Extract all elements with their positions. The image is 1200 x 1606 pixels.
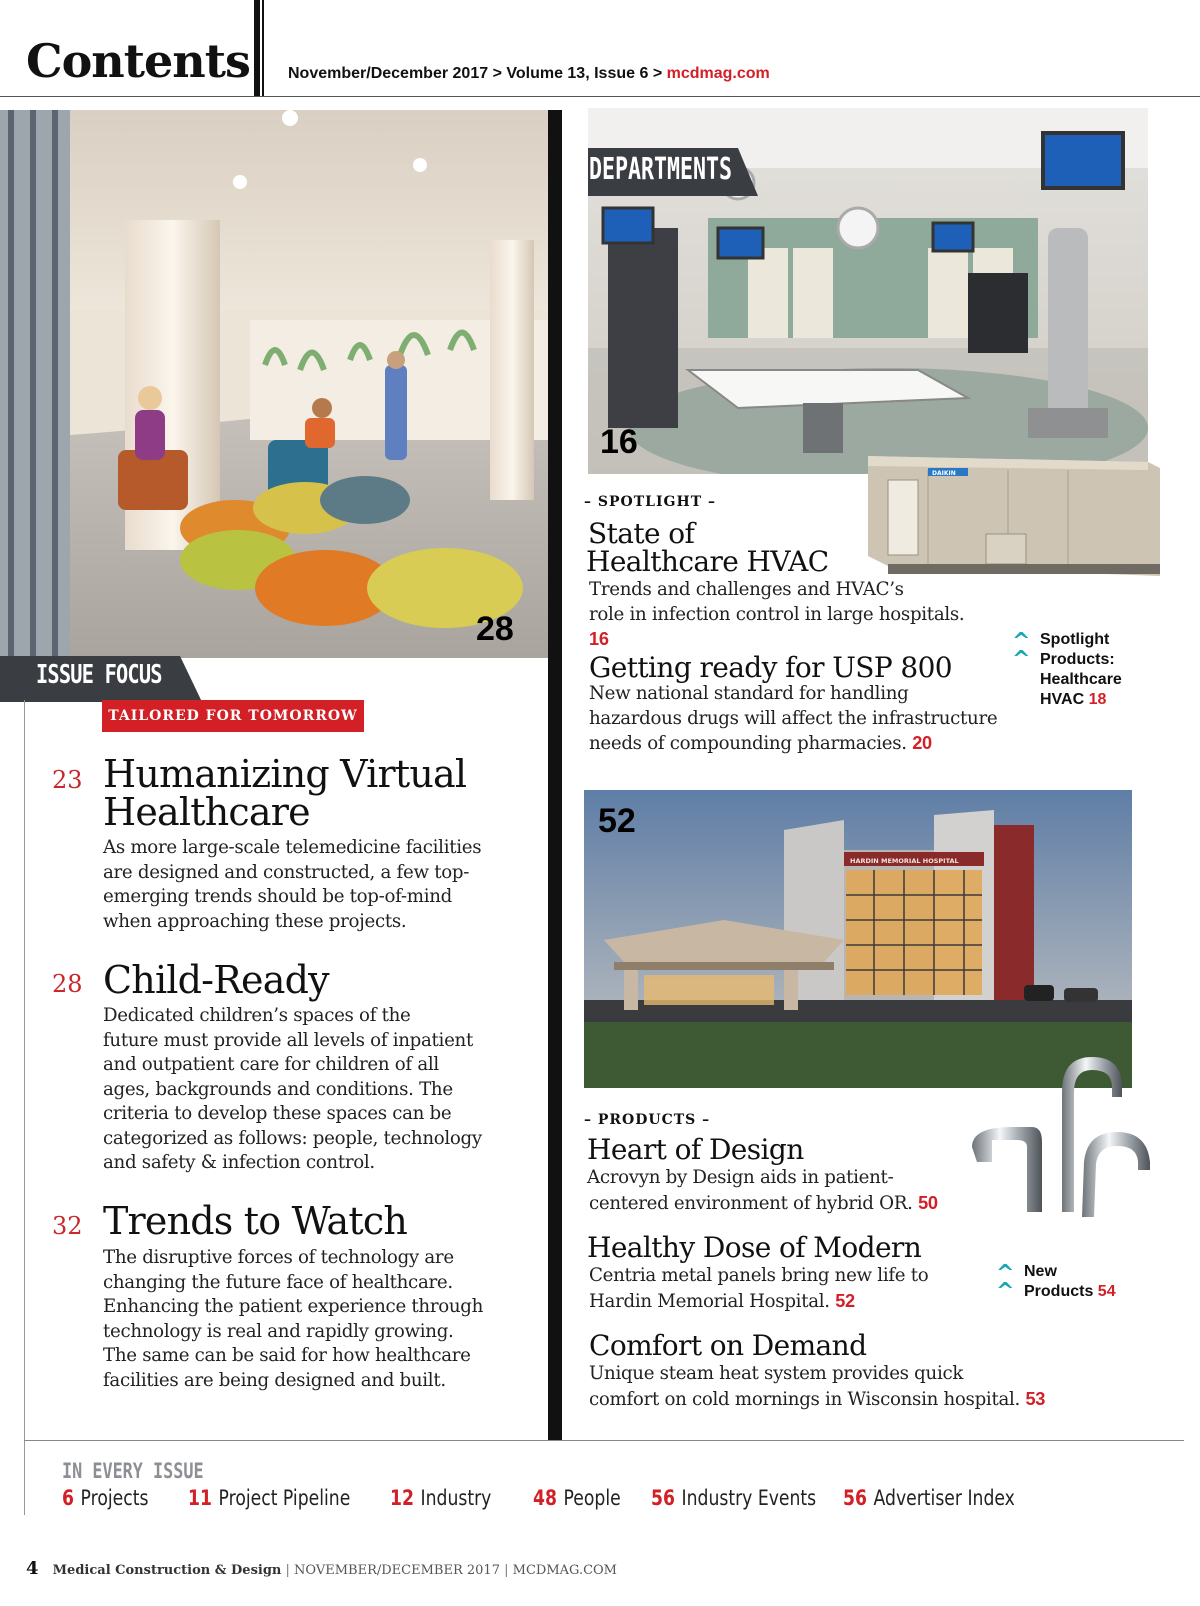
- departments-label: DEPARTMENTS: [589, 152, 733, 187]
- issue-focus-label: ISSUE FOCUS: [36, 660, 162, 690]
- desc-line: centered environment of hybrid OR.: [589, 1192, 913, 1214]
- page-title: Contents: [26, 34, 250, 88]
- chevron-up-icon: ^: [1012, 629, 1031, 654]
- every-issue-item-projects[interactable]: [62, 1486, 148, 1510]
- product-page-number: 52: [598, 802, 636, 840]
- desc-line: Hardin Memorial Hospital.: [589, 1290, 830, 1312]
- feature-title[interactable]: [103, 752, 467, 834]
- magazine-name: Medical Construction & Design: [52, 1563, 282, 1578]
- item-name: Industry Events: [681, 1486, 817, 1510]
- item-name: Industry: [420, 1486, 492, 1510]
- desc-line: Acrovyn by Design aids in patient-: [587, 1167, 894, 1188]
- footer-separator: |: [504, 1563, 509, 1578]
- products-kicker: – PRODUCTS –: [584, 1112, 711, 1128]
- department-title[interactable]: [586, 517, 829, 578]
- footer-date: NOVEMBER/DECEMBER 2017: [294, 1563, 500, 1578]
- desc-line: As more large-scale telemedicine facilities: [103, 837, 482, 858]
- department-description: [589, 578, 989, 653]
- item-name: Projects: [80, 1486, 149, 1510]
- desc-line: Dedicated children’s spaces of the: [103, 1005, 411, 1026]
- feature-title[interactable]: Child-Ready: [103, 958, 329, 1002]
- every-issue-item-project-pipeline[interactable]: [188, 1486, 350, 1510]
- page-ref: 12: [390, 1486, 414, 1510]
- desc-line: comfort on cold mornings in Wisconsin hospital.: [589, 1388, 1020, 1410]
- feature-page-number: 32: [52, 1212, 83, 1240]
- title-line: State of: [588, 517, 695, 550]
- desc-line: The disruptive forces of technology are: [103, 1247, 454, 1268]
- spotlight-kicker: – SPOTLIGHT –: [584, 494, 716, 510]
- feature-description: [103, 836, 493, 934]
- item-name: Project Pipeline: [218, 1486, 351, 1510]
- desc-line: facilities are being designed and built.: [103, 1369, 446, 1391]
- every-issue-label: IN EVERY ISSUE: [62, 1459, 204, 1483]
- header-divider-thick: [254, 0, 260, 96]
- desc-line: are designed and constructed, a few top-: [103, 861, 470, 883]
- faucets-photo: [972, 1052, 1172, 1232]
- page-ref[interactable]: 52: [835, 1290, 855, 1311]
- desc-line: categorized as follows: people, technology: [103, 1127, 482, 1149]
- desc-line: and outpatient care for children of all: [103, 1054, 439, 1075]
- feature-page-number: 28: [52, 970, 83, 998]
- chevron-up-icon: ^: [1012, 647, 1031, 672]
- desc-line: criteria to develop these spaces can be: [103, 1103, 452, 1124]
- separator-chevron: >: [492, 65, 502, 82]
- feature-title-line: Humanizing Virtual: [103, 752, 467, 796]
- desc-line: The same can be said for how healthcare: [103, 1345, 471, 1366]
- department-description: [589, 682, 1009, 757]
- page-ref: 11: [188, 1486, 212, 1510]
- title-line: Healthcare HVAC: [586, 545, 829, 578]
- product-description: [587, 1166, 967, 1216]
- desc-line: Enhancing the patient experience through: [103, 1296, 484, 1317]
- desc-line: Trends and challenges and HVAC’s: [589, 579, 904, 600]
- product-title[interactable]: Comfort on Demand: [589, 1329, 867, 1362]
- hvac-unit-photo: [868, 456, 1160, 596]
- side-note-text: [1040, 630, 1122, 710]
- every-issue-item-people[interactable]: [533, 1486, 621, 1510]
- note-line: Spotlight: [1040, 631, 1110, 648]
- item-name: Advertiser Index: [873, 1486, 1015, 1510]
- desc-line: Centria metal panels bring new life to: [589, 1265, 929, 1286]
- product-title[interactable]: Heart of Design: [587, 1133, 804, 1166]
- product-description: [589, 1362, 1059, 1412]
- feature-page-number: 28: [476, 610, 514, 648]
- every-issue-item-advertiser-index[interactable]: [843, 1486, 1015, 1510]
- hvac-brand: DAIKIN: [932, 470, 956, 477]
- desc-line: emerging trends should be top-of-mind: [103, 886, 452, 907]
- spotlight-products-note[interactable]: [1012, 630, 1152, 710]
- header-rule: [0, 96, 1200, 97]
- chevron-up-icon: ^: [996, 1279, 1015, 1304]
- page-ref: 6: [62, 1486, 74, 1510]
- note-line: Products: [1024, 1283, 1094, 1300]
- feature-title[interactable]: Trends to Watch: [103, 1199, 408, 1243]
- folio-number: 4: [26, 1558, 39, 1579]
- page-ref[interactable]: 20: [912, 733, 932, 753]
- separator-chevron: >: [652, 65, 663, 82]
- desc-line: changing the future face of healthcare.: [103, 1271, 453, 1293]
- feature-description: [103, 1246, 513, 1393]
- item-name: People: [563, 1486, 621, 1510]
- note-line: Healthcare: [1040, 671, 1122, 688]
- footer-separator: |: [285, 1563, 290, 1578]
- chevron-up-icon: ^: [996, 1261, 1015, 1286]
- hospital-exterior-photo: [584, 790, 1132, 1088]
- new-products-note[interactable]: [996, 1262, 1146, 1306]
- note-line: New: [1024, 1263, 1057, 1280]
- page-ref: 18: [1088, 691, 1107, 708]
- product-description: [589, 1264, 969, 1314]
- issue-info: [288, 65, 770, 83]
- desc-line: ages, backgrounds and conditions. The: [103, 1078, 453, 1100]
- department-title[interactable]: Getting ready for USP 800: [589, 651, 953, 684]
- every-issue-item-industry-events[interactable]: [651, 1486, 816, 1510]
- feature-page-number: 23: [52, 766, 83, 794]
- desc-line: and safety & infection control.: [103, 1152, 375, 1173]
- feature-title-line: Healthcare: [103, 790, 310, 834]
- header-divider-thin: [262, 0, 264, 96]
- footer-site[interactable]: MCDMAG.COM: [512, 1563, 617, 1578]
- page-ref: 48: [533, 1486, 557, 1510]
- every-issue-item-industry[interactable]: [390, 1486, 491, 1510]
- page-ref[interactable]: 16: [589, 629, 609, 649]
- page-ref[interactable]: 53: [1025, 1388, 1046, 1409]
- issue-date: November/December 2017: [288, 65, 489, 82]
- note-line: Products:: [1040, 651, 1115, 668]
- department-page-number: 16: [600, 423, 638, 461]
- column-divider: [548, 110, 562, 1440]
- hospital-sign: HARDIN MEMORIAL HOSPITAL: [850, 857, 959, 865]
- desc-line: Unique steam heat system provides quick: [589, 1363, 964, 1384]
- issue-tag: TAILORED FOR TOMORROW: [102, 700, 364, 732]
- page-ref: 56: [651, 1486, 675, 1510]
- issue-volume: Volume 13, Issue 6: [506, 65, 649, 82]
- desc-line: technology is real and rapidly growing.: [103, 1320, 454, 1342]
- desc-line: needs of compounding pharmacies.: [589, 733, 907, 754]
- left-margin-rule: [24, 700, 25, 1515]
- desc-line: future must provide all levels of inpatient: [103, 1029, 473, 1051]
- page-ref: 54: [1097, 1283, 1116, 1300]
- desc-line: role in infection control in large hospitals.: [589, 603, 965, 625]
- product-title[interactable]: Healthy Dose of Modern: [587, 1231, 922, 1264]
- desc-line: when approaching these projects.: [103, 910, 407, 932]
- desc-line: New national standard for handling: [589, 683, 909, 704]
- footer-rule: [24, 1440, 1184, 1441]
- note-line: HVAC: [1040, 691, 1085, 708]
- feature-description: [103, 1004, 503, 1176]
- site-link[interactable]: mcdmag.com: [666, 65, 770, 82]
- childrens-lounge-photo: [0, 110, 548, 658]
- page-ref[interactable]: 50: [918, 1192, 938, 1213]
- page-footer: [26, 1558, 617, 1579]
- side-note-text: [1024, 1262, 1116, 1302]
- desc-line: hazardous drugs will affect the infrastructure: [589, 707, 998, 729]
- page-ref: 56: [843, 1486, 867, 1510]
